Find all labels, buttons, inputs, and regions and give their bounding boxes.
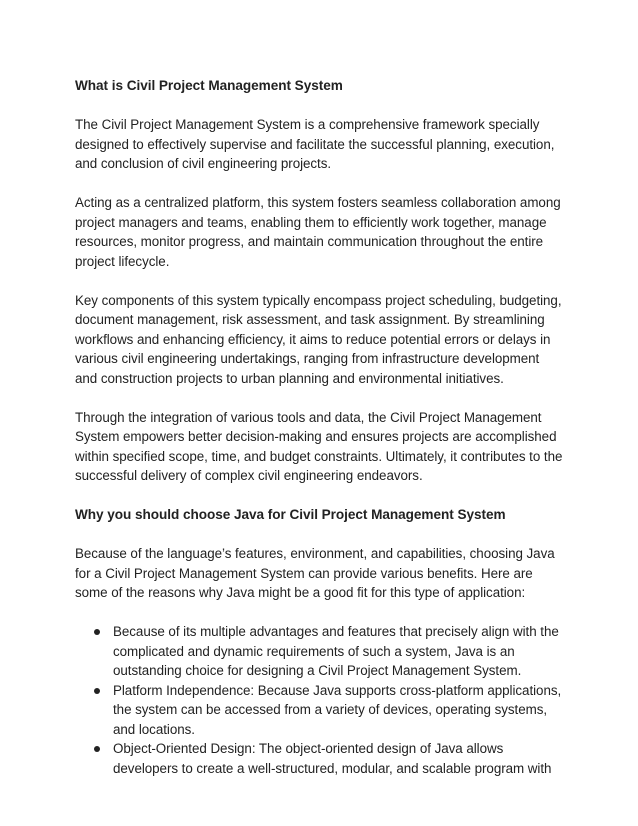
list-item-text: Platform Independence: Because Java supports cross-platform applications, the system can be accessed from a variety of devices, operating systems, and locations. xyxy=(113,682,562,737)
section-heading-civil-pms: What is Civil Project Management System xyxy=(75,78,343,93)
document-body xyxy=(75,76,565,778)
list-item xyxy=(75,681,565,740)
section-heading-why-java: Why you should choose Java for Civil Project Management System xyxy=(75,507,506,522)
list-item xyxy=(75,739,565,778)
bullet-icon xyxy=(94,746,100,752)
bullet-icon xyxy=(94,688,100,694)
paragraph-key-components: Key components of this system typically encompass project scheduling, budgeting, document management, risk assessment, and task assignment. By streamlining workflows and enhancing efficiency, it aims to reduce potential errors or delays in various civil engineering undertakings, ranging from infrastructure development and construction projects to urban planning and environmental initiatives. xyxy=(75,292,562,386)
list-item-text: Object-Oriented Design: The object-oriented design of Java allows developers to create a well-structured, modular, and scalable program with xyxy=(113,741,552,776)
paragraph-java-intro: Because of the language’s features, environment, and capabilities, choosing Java for a Civil Project Management System can provide various benefits. Here are some of the reasons why Java might be a good fit for this type of application: xyxy=(75,546,555,600)
bullet-icon xyxy=(94,629,100,635)
java-benefits-list xyxy=(75,622,565,778)
paragraph-definition: The Civil Project Management System is a comprehensive framework specially designed to effectively supervise and facilitate the successful planning, execution, and conclusion of civil engineering projects. xyxy=(75,117,555,171)
list-item xyxy=(75,622,565,681)
list-item-text: Because of its multiple advantages and features that precisely align with the complicated and dynamic requirements of such a system, Java is an outstanding choice for designing a Civil Project Management System. xyxy=(113,624,559,678)
paragraph-collaboration: Acting as a centralized platform, this system fosters seamless collaboration among project managers and teams, enabling them to efficiently work together, manage resources, monitor progress, and maintain communication throughout the entire project lifecycle. xyxy=(75,195,561,269)
paragraph-integration: Through the integration of various tools and data, the Civil Project Management System empowers better decision-making and ensures projects are accomplished within specified scope, time, and budget constraints. Ultimately, it contributes to the successful delivery of complex civil engineering endeavors. xyxy=(75,409,563,483)
